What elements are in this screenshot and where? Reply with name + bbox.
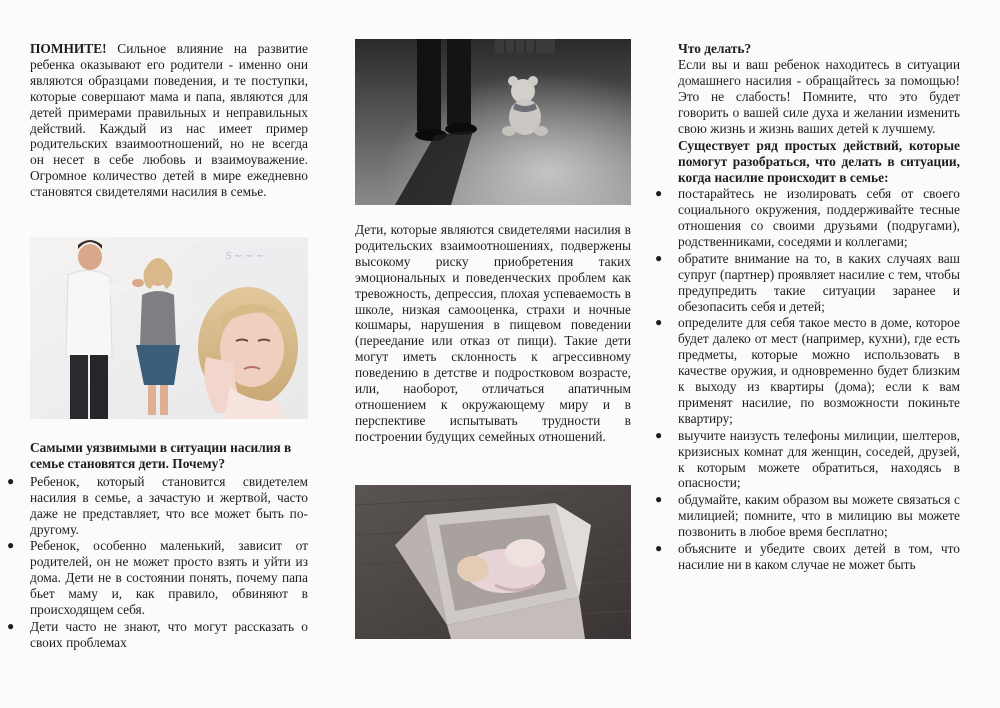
list-item: ● объясните и убедите своих детей в том, что насилие ни в каком случае не может быть (655, 541, 960, 572)
column-3 (655, 41, 960, 574)
reasons-list (7, 473, 308, 651)
what-to-do-intro: Если вы и ваш ребенок находитесь в ситуации домашнего насилия - обращайтесь за помощью! Это не слабость! Помните, что это будет говорить о вашей силе духа и желании изменить свою жизнь и жизнь ваших детей к лучшему. (678, 56, 960, 136)
vulnerable-heading: Самыми уязвимыми в ситуации насилия в семье становятся дети. Почему? (30, 440, 292, 471)
intro-bold: ПОМНИТЕ! (30, 41, 107, 56)
bullet-icon: ● (655, 541, 663, 556)
actions-subheading: Существует ряд простых действий, которые помогут разобраться, что делать в ситуации, когда насилие происходит в семье: (678, 138, 960, 186)
child-in-box-photo (355, 485, 631, 639)
what-to-do-heading: Что делать? (678, 41, 752, 56)
column-2-text (355, 222, 631, 445)
consequences-paragraph: Дети, которые являются свидетелями насилия в родительских взаимоотношениях, подвержены высокому риску приобретения таких эмоциональных и поведенческих проблем как тревожность, депрессия, плохая успеваемость в школе, низкая самооценка, страхи и ночные кошмары, нарушения в пищевом поведении (переедание или отказ от пищи). Такие дети могут иметь склонность к агрессивному поведению в детстве и подростковом возрасте, или, наоборот, отличаться апатичным отношением к окружающему миру и в перспективе испытывать трудности в построении будущих семейных отношений. (355, 222, 631, 444)
bullet-icon: ● (655, 315, 663, 330)
list-item: ● выучите наизусть телефоны милиции, шелтеров, кризисных комнат для женщин, соседей, друзей, к которым можете обратиться, находясь в опасности; (655, 427, 960, 491)
column-1-list (7, 440, 308, 652)
list-item: ● обдумайте, каким образом вы можете связаться с милицией; помните, что в милицию вы можете позвонить в любое время бесплатно; (655, 492, 960, 540)
bullet-icon: ● (655, 492, 663, 507)
bullet-icon: ● (7, 473, 15, 488)
actions-list (655, 186, 960, 573)
bullet-icon: ● (655, 427, 663, 442)
bullet-icon: ● (655, 186, 663, 201)
intro-paragraph (30, 41, 308, 200)
list-item: ● Ребенок, особенно маленький, зависит от родителей, он не может просто взять и уйти из дома. Дети не в состоянии понять, почему папа бьет маму и, как правило, обвиняют в происходящем себя. (7, 538, 308, 618)
bullet-icon: ● (655, 250, 663, 265)
child-in-box-illustration (355, 485, 631, 639)
family-conflict-illustration (30, 237, 308, 419)
list-item: ● Ребенок, который становится свидетелем насилия в семье, а зачастую и жертвой, часто даже не представляет, что все может быть по-другому. (7, 473, 308, 537)
svg-text:Ѕ ∼ ∼ ∼: Ѕ ∼ ∼ ∼ (226, 251, 265, 262)
column-1-intro (30, 41, 308, 200)
teddy-bear-illustration (355, 39, 631, 205)
list-item: ● Дети часто не знают, что могут рассказать о своих проблемах (7, 618, 308, 650)
teddy-bear-shadow-photo (355, 39, 631, 205)
family-conflict-photo (30, 237, 308, 419)
intro-text: Сильное влияние на развитие ребенка оказывают его родители - именно они являются образцами поведения, и те поступки, которые совершают мама и папа, являются для детей примерами правильных и неправильных действий. Каждый из нас имеет пример родительских взаимоотношений, но не всегда он несет в себе любовь и взаимоуважение. Огромное количество детей в мире ежедневно становятся свидетелями насилия в семье. (30, 41, 308, 200)
list-item: ● определите для себя такое место в доме, которое будет далеко от мест (например, кухни), где есть предметы, которые можно использовать в качестве оружия, и одновременно будет близким к выходу из квартиры (дома); если к вам применят насилие, по возможности покиньте квартиру; (655, 315, 960, 426)
bullet-icon: ● (7, 538, 15, 553)
bullet-icon: ● (7, 618, 15, 633)
list-item: ● обратите внимание на то, в каких случаях ваш супруг (партнер) проявляет насилие с тем, чтобы предупредить такие ситуации заранее и обезопасить себя и детей; (655, 250, 960, 314)
list-item: ● постарайтесь не изолировать себя от своего социального окружения, поддерживайте тесные отношения со своими друзьями (подругами), родственниками, соседями и коллегами; (655, 186, 960, 249)
